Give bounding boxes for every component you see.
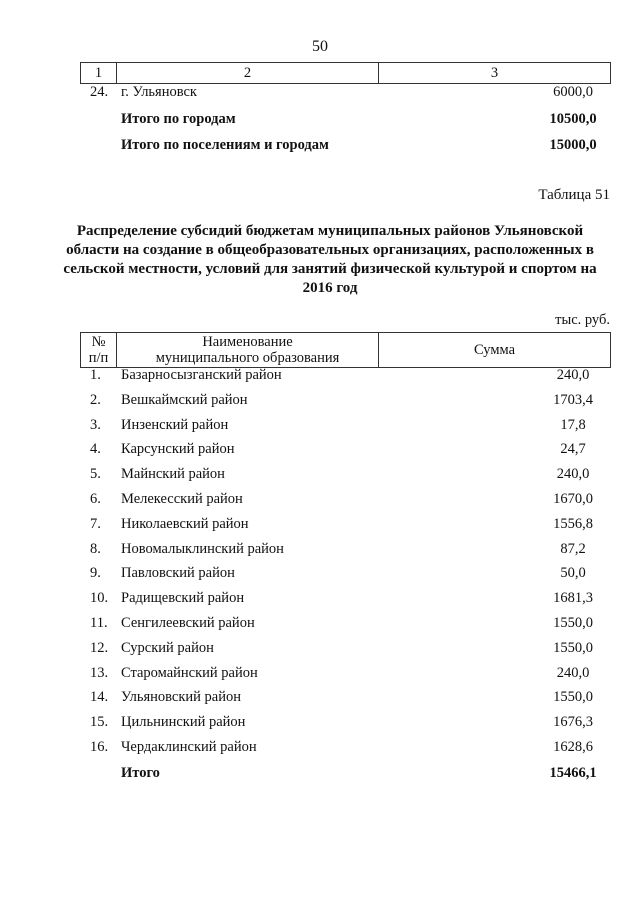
total-label: Итого по городам <box>121 111 236 127</box>
row-name: Карсунский район <box>121 441 235 458</box>
row-number: 16. <box>90 739 109 755</box>
row-value: 1550,0 <box>553 639 593 656</box>
table-row <box>80 739 611 761</box>
row-number: 3. <box>90 416 101 433</box>
row-name: Николаевский район <box>121 515 249 532</box>
row-value: 1703,4 <box>553 391 593 408</box>
row-value: 1628,6 <box>553 739 593 755</box>
row-number: 4. <box>90 441 101 458</box>
table-row <box>80 84 611 106</box>
row-number: 6. <box>90 491 101 507</box>
row-value: 1670,0 <box>553 491 593 507</box>
row-name: Мелекесский район <box>121 491 243 507</box>
table-row <box>80 665 611 687</box>
row-name: Старомайнский район <box>121 664 258 681</box>
row-number: 5. <box>90 466 101 483</box>
table-header <box>80 332 611 368</box>
table-row <box>80 689 611 711</box>
col-header: 1 <box>81 63 117 84</box>
row-number: 1. <box>90 367 101 383</box>
row-value: 240,0 <box>556 664 590 681</box>
row-value: 1550,0 <box>553 689 593 706</box>
row-value: 6000,0 <box>553 84 593 100</box>
row-value: 17,8 <box>560 416 586 433</box>
row-name: Новомалыклинский район <box>121 540 284 557</box>
row-number: 2. <box>90 391 101 408</box>
row-name: Базарносызганский район <box>121 367 282 383</box>
table-row <box>80 491 611 513</box>
table-row <box>80 714 611 736</box>
row-number: 7. <box>90 515 101 532</box>
unit-label: тыс. руб. <box>555 312 610 328</box>
table-row <box>80 417 611 439</box>
row-value: 50,0 <box>560 565 586 582</box>
col-header: 2 <box>117 63 379 84</box>
row-name: г. Ульяновск <box>121 84 197 100</box>
row-value: 24,7 <box>560 441 586 458</box>
table-row <box>80 466 611 488</box>
table-row <box>80 392 611 414</box>
table-row <box>80 541 611 563</box>
table-label: Таблица 51 <box>538 187 610 203</box>
col-header-sum: Сумма <box>379 333 611 368</box>
total-value: 10500,0 <box>549 111 597 127</box>
row-name: Цильнинский район <box>121 714 246 731</box>
row-name: Майнский район <box>121 466 225 483</box>
total-label: Итого <box>121 765 160 781</box>
row-value: 1556,8 <box>553 515 593 532</box>
table-title: Распределение субсидий бюджетам муниципальных районов Ульяновской области на создание в общеобразовательных организациях, расположенных в сельской местности, условий для занятий физической культурой и спортом на 2016 год <box>63 223 597 296</box>
total-label: Итого по поселениям и городам <box>121 137 329 153</box>
col-header-num: № п/п <box>81 333 117 368</box>
row-value: 87,2 <box>560 540 586 557</box>
table-row <box>80 516 611 538</box>
row-number: 24. <box>90 84 109 100</box>
row-name: Чердаклинский район <box>121 739 257 755</box>
row-number: 9. <box>90 565 101 582</box>
total-value: 15000,0 <box>549 137 597 153</box>
table-row <box>80 590 611 612</box>
row-name: Инзенский район <box>121 416 229 433</box>
col-header: 3 <box>379 63 611 84</box>
total-row <box>80 111 611 133</box>
total-row <box>80 137 611 159</box>
row-name: Радищевский район <box>121 590 245 607</box>
row-value: 1550,0 <box>553 615 593 631</box>
total-value: 15466,1 <box>549 765 597 781</box>
table-row <box>80 441 611 463</box>
row-name: Сенгилеевский район <box>121 615 255 631</box>
page-number: 50 <box>312 38 328 55</box>
row-name: Ульяновский район <box>121 689 242 706</box>
col-header-name: Наименование муниципального образования <box>117 333 379 368</box>
table-row <box>80 615 611 637</box>
row-value: 240,0 <box>556 466 590 483</box>
row-number: 10. <box>90 590 109 607</box>
row-number: 8. <box>90 540 101 557</box>
row-number: 14. <box>90 689 109 706</box>
row-value: 1676,3 <box>553 714 593 731</box>
row-value: 240,0 <box>556 367 590 383</box>
table-row <box>80 565 611 587</box>
row-name: Сурский район <box>121 639 214 656</box>
table-row <box>80 640 611 662</box>
row-number: 12. <box>90 639 109 656</box>
row-name: Павловский район <box>121 565 235 582</box>
row-name: Вешкаймский район <box>121 391 248 408</box>
row-number: 13. <box>90 664 109 681</box>
row-number: 15. <box>90 714 109 731</box>
row-number: 11. <box>90 615 108 631</box>
row-value: 1681,3 <box>553 590 593 607</box>
table-row <box>80 367 611 389</box>
grand-total-row <box>80 765 611 787</box>
prev-table-header <box>80 62 611 84</box>
